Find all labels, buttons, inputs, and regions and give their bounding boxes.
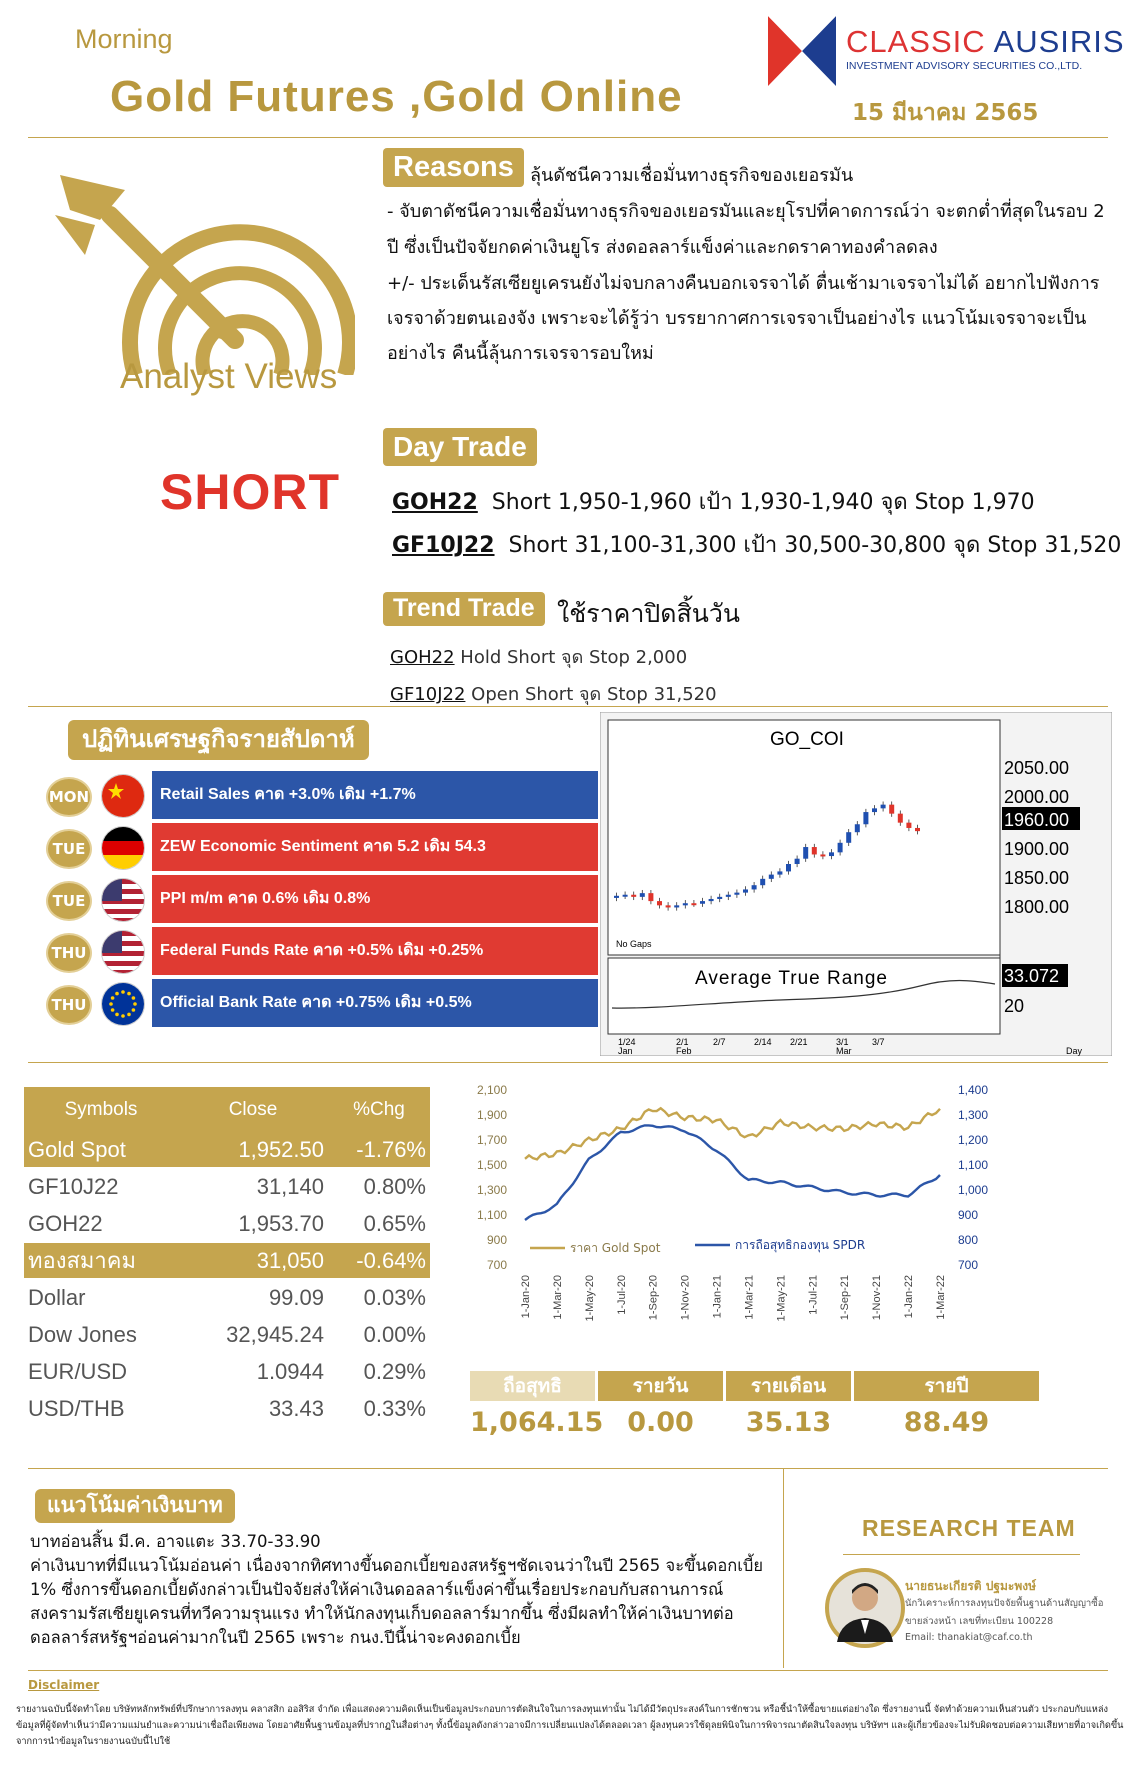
candle <box>786 864 791 871</box>
calendar-event: Retail Sales คาด +3.0% เดิม +1.7% <box>152 771 598 819</box>
symbol-cell: Dow Jones <box>24 1316 178 1353</box>
atr-tick: 20 <box>1004 996 1025 1016</box>
day-trade-row <box>392 527 1121 562</box>
report-date: 15 มีนาคม 2565 <box>852 100 1039 126</box>
go-coi-chart <box>600 712 1112 1056</box>
candle <box>683 903 688 905</box>
price-tick: 2000.00 <box>1004 787 1070 807</box>
vertical-divider <box>783 1468 784 1668</box>
y-left-tick: 900 <box>486 1233 507 1247</box>
research-underline <box>843 1554 1080 1555</box>
reasons-headline: ลุ้นดัชนีความเชื่อมั่นทางธุรกิจของเยอรมัน <box>530 165 854 186</box>
stat-header: รายปี <box>854 1371 1039 1401</box>
table-row <box>24 1353 430 1390</box>
candle <box>648 893 653 901</box>
chg-cell: 0.00% <box>328 1316 430 1353</box>
candle <box>846 832 851 843</box>
header-divider <box>28 137 1108 138</box>
trade-symbol: GOH22 <box>390 647 455 668</box>
trade-text: Hold Short จุด Stop 2,000 <box>460 647 688 668</box>
analyst-views-label: Analyst Views <box>120 357 338 396</box>
stat-header: รายวัน <box>598 1371 723 1401</box>
avatar <box>825 1568 905 1648</box>
calendar-row <box>44 926 596 976</box>
x-tick: 1-Sep-20 <box>647 1275 660 1321</box>
chg-cell: 0.65% <box>328 1205 430 1242</box>
y-right-tick: 700 <box>958 1258 979 1272</box>
candle <box>795 859 800 864</box>
go-chart-title: GO_COI <box>770 729 844 750</box>
close-cell: 32,945.24 <box>178 1316 328 1353</box>
x-tick: 1-May-20 <box>583 1275 596 1322</box>
stat-value: 1,064.15 <box>470 1407 604 1438</box>
company-logo-icon <box>768 16 836 86</box>
analyst-detail: ขายล่วงหน้า เลขที่ทะเบียน 100228 <box>905 1616 1054 1627</box>
day-trade-label: Day Trade <box>383 428 537 466</box>
candle <box>777 871 782 874</box>
morning-label: Morning <box>75 24 173 54</box>
candle <box>803 847 808 859</box>
calendar-event: PPI m/m คาด 0.6% เดิม 0.8% <box>152 875 598 923</box>
reasons-line: - จับตาดัชนีความเชื่อมั่นทางธุรกิจของเยอรมันและยุโรปที่คาดการณ์ว่า จะตกต่ำที่สุดในรอบ 2 <box>387 201 1105 222</box>
candle <box>863 812 868 824</box>
candle <box>631 895 636 897</box>
x-tick: 2/21 <box>790 1037 808 1047</box>
table-row <box>24 1390 430 1427</box>
stat-value: 35.13 <box>745 1407 832 1438</box>
table-row <box>24 1205 430 1242</box>
y-right-tick: 800 <box>958 1233 979 1247</box>
close-cell: 31,140 <box>178 1168 328 1205</box>
x-tick: 1-Jul-20 <box>615 1275 628 1315</box>
calendar-row <box>44 874 596 924</box>
close-cell: 1,953.70 <box>178 1205 328 1242</box>
trade-symbol: GF10J22 <box>390 684 466 705</box>
candle <box>820 854 825 856</box>
trend-trade-row <box>390 679 717 708</box>
candle <box>700 901 705 904</box>
research-team-title: RESEARCH TEAM <box>862 1515 1076 1541</box>
y-right-tick: 1,000 <box>958 1183 989 1197</box>
x-tick: 1-Jan-20 <box>520 1275 532 1319</box>
chg-cell: -1.76% <box>328 1132 430 1168</box>
x-unit: Day <box>1066 1046 1083 1056</box>
section-divider <box>28 1670 1108 1671</box>
x-tick: 1-Jan-22 <box>903 1275 916 1319</box>
symbol-cell: ทองสมาคม <box>24 1242 178 1279</box>
trade-symbol: GOH22 <box>392 490 478 515</box>
candle <box>640 893 645 897</box>
calendar-day: MON <box>46 777 92 817</box>
price-tick: 1900.00 <box>1004 839 1070 859</box>
calendar-row <box>44 978 596 1028</box>
china-flag-icon <box>101 774 145 818</box>
x-tick: 1-Jul-21 <box>807 1275 820 1315</box>
section-divider <box>28 1468 1108 1469</box>
reasons-line: อย่างไร คืนนี้ลุ้นการเจรจารอบใหม่ <box>387 343 654 364</box>
section-divider <box>28 1062 1108 1063</box>
atr-title: Average True Range <box>695 968 888 989</box>
candle <box>726 895 731 897</box>
signal-short: SHORT <box>160 464 340 520</box>
go-chart-note: No Gaps <box>616 939 652 949</box>
germany-flag-icon <box>101 826 145 870</box>
eu-flag-icon <box>101 982 145 1026</box>
y-left-tick: 1,700 <box>476 1133 507 1147</box>
brand-part-1: CLASSIC <box>846 24 994 59</box>
x-tick: 2/1 <box>676 1037 689 1047</box>
reasons-line: เจรจาด้วยตนเองจัง เพราะจะได้รู้ว่า บรรยากาศการเจรจาเป็นอย่างไร แนวโน้มเจรจาจะเป็น <box>387 308 1087 329</box>
price-tick: 1850.00 <box>1004 868 1070 888</box>
calendar-day: TUE <box>46 829 92 869</box>
stat-header: รายเดือน <box>726 1371 851 1401</box>
symbol-cell: Dollar <box>24 1279 178 1316</box>
candle <box>623 895 628 897</box>
close-cell: 33.43 <box>178 1390 328 1427</box>
x-tick: 1-May-21 <box>775 1275 788 1322</box>
x-tick: 1-Jan-21 <box>711 1275 724 1319</box>
trade-symbol: GF10J22 <box>392 533 495 558</box>
y-left-tick: 2,100 <box>476 1083 507 1097</box>
gold-spdr-chart <box>460 1080 1040 1350</box>
trade-text: Short 1,950-1,960 เป้า 1,930-1,940 จุด Stop 1,970 <box>491 490 1035 515</box>
usa-flag-icon <box>101 930 145 974</box>
candle <box>674 905 679 907</box>
col-header: Close <box>178 1087 328 1132</box>
col-header: Symbols <box>24 1087 178 1132</box>
thb-label: แนวโน้มค่าเงินบาท <box>35 1489 235 1523</box>
disclaimer-title: Disclaimer <box>28 1678 100 1692</box>
close-cell: 99.09 <box>178 1279 328 1316</box>
symbol-cell: GF10J22 <box>24 1168 178 1205</box>
price-tick: 1800.00 <box>1004 897 1070 917</box>
analyst-name: นายธนะเกียรติ ปฐมะพงษ์ <box>905 1579 1037 1593</box>
trade-text: Short 31,100-31,300 เป้า 30,500-30,800 จุด Stop 31,520 <box>508 533 1122 558</box>
x-tick: 1-Nov-21 <box>871 1275 884 1321</box>
month-tick: Feb <box>676 1046 692 1056</box>
brand-part-2: AUSIRIS <box>993 24 1125 59</box>
calendar-event: Federal Funds Rate คาด +0.5% เดิม +0.25% <box>152 927 598 975</box>
table-row <box>24 1316 430 1353</box>
trade-text: Open Short จุด Stop 31,520 <box>471 684 717 705</box>
atr-value: 33.072 <box>1004 966 1060 986</box>
market-table <box>24 1087 430 1428</box>
candle <box>734 893 739 895</box>
stat-value: 88.49 <box>903 1407 990 1438</box>
table-row <box>24 1242 430 1279</box>
legend-label: การถือสุทธิกองทุน SPDR <box>735 1238 866 1252</box>
thb-body <box>30 1530 770 1650</box>
close-cell: 1.0944 <box>178 1353 328 1390</box>
trend-trade-row <box>390 642 687 671</box>
y-right-tick: 1,400 <box>958 1083 989 1097</box>
x-tick: 1-Sep-21 <box>839 1275 852 1321</box>
analyst-detail: นักวิเคราะห์การลงทุนปัจจัยพื้นฐานด้านสัญญาซื้อ <box>905 1598 1104 1609</box>
candle <box>906 823 911 828</box>
candle <box>717 897 722 899</box>
y-left-tick: 700 <box>486 1258 507 1272</box>
chg-cell: 0.33% <box>328 1390 430 1427</box>
candle <box>614 896 619 898</box>
calendar-day: THU <box>46 985 92 1025</box>
x-tick: 1/24 <box>618 1037 636 1047</box>
stat-value: 0.00 <box>627 1407 694 1438</box>
chg-cell: 0.80% <box>328 1168 430 1205</box>
target-arrow-icon <box>55 175 355 375</box>
candle <box>829 852 834 856</box>
candle <box>838 843 843 853</box>
y-left-tick: 1,500 <box>476 1158 507 1172</box>
stat-header: ถือสุทธิ <box>470 1371 595 1401</box>
x-tick: 1-Mar-20 <box>551 1275 564 1320</box>
candle <box>855 824 860 832</box>
price-tick: 2050.00 <box>1004 758 1070 778</box>
trend-trade-suffix: ใช้ราคาปิดสิ้นวัน <box>557 599 740 628</box>
section-divider <box>28 706 1108 707</box>
calendar-row <box>44 822 596 872</box>
x-tick: 1-Mar-21 <box>743 1275 756 1320</box>
brand-name <box>846 24 1125 60</box>
day-trade-row <box>392 484 1035 519</box>
candle <box>752 885 757 889</box>
y-right-tick: 1,200 <box>958 1133 989 1147</box>
candle <box>889 805 894 814</box>
calendar-event: Official Bank Rate คาด +0.75% เดิม +0.5% <box>152 979 598 1027</box>
candle <box>666 905 671 907</box>
x-tick: 3/1 <box>836 1037 849 1047</box>
candle <box>709 899 714 901</box>
calendar-day: THU <box>46 933 92 973</box>
thb-line: สงครามรัสเซียยูเครนที่ทวีความรุนแรง ทำให้นักลงทุนเก็บดอลลาร์มากขึ้น ซึ่งมีผลทำให้ค่าเงินบาทต่อ <box>30 1604 734 1623</box>
disclaimer-text: รายงานฉบับนี้จัดทำโดย บริษัทหลักทรัพย์ที่ปรึกษาการลงทุน คลาสสิก ออสิริส จำกัด เพื่อแสดงความคิดเห็นเป็นข้อมูลประกอบการตัดสินใจในการลงทุนเท่านั้น ไม่ได้มีวัตถุประสงค์ในการชักชวน หรือชี้นำให้ซื้อขายแต่อย่างใด ซึ่งรายงานนี้ จัดทำด้วยความเห็นส่วนตัว ประกอบกับแหล่งข้อมูลที่ผู้จัดทำเห็นว่ามีความแม่นยำและความน่าเชื่อถือเพียงพอ โดยอาศัยพื้นฐานข้อมูลที่ปรากฏในสื่อต่างๆ ทั้งนี้ข้อมูลดังกล่าวอาจมีการเปลี่ยนแปลงได้ตลอดเวลา ผู้ลงทุนควรใช้ดุลยพินิจในการพิจารณาตัดสินใจลงทุน บริษัทฯ และผู้เกี่ยวข้องจะไม่รับผิดชอบต่อความเสียหายที่อาจเกิดขึ้นจากการนำข้อมูลในรายงานฉบับนี้ไปใช้ <box>16 1704 1124 1747</box>
x-tick: 2/14 <box>754 1037 772 1047</box>
y-left-tick: 1,100 <box>476 1208 507 1222</box>
y-left-tick: 1,900 <box>476 1108 507 1122</box>
calendar-row <box>44 770 596 820</box>
candle <box>881 805 886 809</box>
trend-trade-label: Trend Trade <box>383 592 545 626</box>
candle <box>769 875 774 879</box>
symbol-cell: Gold Spot <box>24 1132 178 1168</box>
page-title: Gold Futures ,Gold Online <box>110 72 683 121</box>
series-line <box>525 1108 940 1159</box>
candle <box>657 901 662 905</box>
analyst-email: Email: thanakiat@caf.co.th <box>905 1632 1033 1643</box>
thb-line: ค่าเงินบาทที่มีแนวโน้มอ่อนค่า เนื่องจากทิศทางขึ้นดอกเบี้ยของสหรัฐฯชัดเจนว่าในปี 2565 จะขึ้นดอกเบี้ย <box>30 1556 764 1575</box>
legend-label: ราคา Gold Spot <box>570 1241 661 1255</box>
x-tick: 1-Nov-20 <box>679 1275 692 1321</box>
candle <box>760 879 765 885</box>
month-tick: Mar <box>836 1046 852 1056</box>
symbol-cell: EUR/USD <box>24 1353 178 1390</box>
table-row <box>24 1132 430 1168</box>
y-right-tick: 900 <box>958 1208 979 1222</box>
chg-cell: 0.03% <box>328 1279 430 1316</box>
table-row <box>24 1279 430 1316</box>
x-tick: 2/7 <box>713 1037 726 1047</box>
candle <box>915 828 920 831</box>
brand-subtitle: INVESTMENT ADVISORY SECURITIES CO.,LTD. <box>846 60 1083 72</box>
x-tick: 3/7 <box>872 1037 885 1047</box>
candle <box>872 808 877 812</box>
chg-cell: 0.29% <box>328 1353 430 1390</box>
thb-line: บาทอ่อนสิ้น มี.ค. อาจแตะ 33.70-33.90 <box>30 1532 321 1551</box>
reasons-line: +/- ประเด็นรัสเซียยูเครนยังไม่จบกลางคืนบอกเจรจาได้ ตื่นเช้ามาเจรจาไม่ได้ อยากไปฟังการ <box>387 273 1100 294</box>
reasons-label: Reasons <box>383 148 524 187</box>
candle <box>812 847 817 854</box>
reasons-line: ปี ซึ่งเป็นปัจจัยกดค่าเงินยูโร ส่งดอลลาร์แข็งค่าและกดราคาทองคำลดลง <box>387 237 938 258</box>
thb-line: 1% ซึ่งการขึ้นดอกเบี้ยดังกล่าวเป็นปัจจัยส่งให้ค่าเงินดอลลาร์แข็งค่าขึ้นเรื่อยประกอบกับสถานการณ์ <box>30 1580 724 1599</box>
table-row <box>24 1168 430 1205</box>
symbol-cell: USD/THB <box>24 1390 178 1427</box>
last-price-tag: 1960.00 <box>1004 810 1070 830</box>
y-right-tick: 1,300 <box>958 1108 989 1122</box>
calendar-title: ปฏิทินเศรษฐกิจรายสัปดาห์ <box>68 720 369 760</box>
symbol-cell: GOH22 <box>24 1205 178 1242</box>
candle <box>898 814 903 823</box>
col-header: %Chg <box>328 1087 430 1132</box>
candle <box>691 903 696 905</box>
chg-cell: -0.64% <box>328 1242 430 1279</box>
close-cell: 31,050 <box>178 1242 328 1279</box>
thb-line: ดอลลาร์สหรัฐฯอ่อนค่ามากในปี 2565 เพราะ กนง.ปีนี้น่าจะคงดอกเบี้ย <box>30 1628 521 1647</box>
usa-flag-icon <box>101 878 145 922</box>
y-right-tick: 1,100 <box>958 1158 989 1172</box>
calendar-day: TUE <box>46 881 92 921</box>
candle <box>743 889 748 892</box>
calendar-event: ZEW Economic Sentiment คาด 5.2 เดิม 54.3 <box>152 823 598 871</box>
month-tick: Jan <box>618 1046 633 1056</box>
x-tick: 1-Mar-22 <box>935 1275 947 1320</box>
close-cell: 1,952.50 <box>178 1132 328 1168</box>
y-left-tick: 1,300 <box>476 1183 507 1197</box>
